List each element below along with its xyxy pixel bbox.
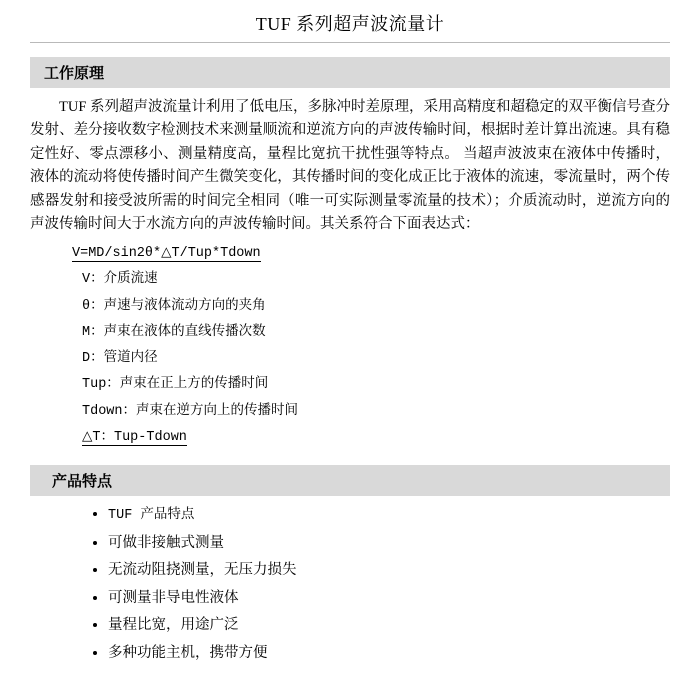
formula-text: △T：Tup-Tdown [82,430,187,446]
formula-line [30,320,670,346]
list-item: • 量程比宽，用途广泛 [108,615,670,636]
formula-text: M：声束在液体的直线传播次数 [82,324,266,340]
page-title: TUF 系列超声波流量计 [255,14,445,34]
list-item: • 可测量非导电性液体 [108,588,670,609]
formula-text: Tdown：声束在逆方向上的传播时间 [82,403,299,419]
list-item: • TUF 产品特点 [108,504,670,525]
section-heading-features: 产品特点 [30,465,670,496]
list-item: • 可做非接触式测量 [108,533,670,554]
formula-line [30,399,670,425]
formula-line [30,267,670,293]
principle-paragraph: TUF 系列超声波流量计利用了低电压，多脉冲时差原理，采用高精度和超稳定的双平衡信号查分发射、差分接收数字检测技术来测量顺流和逆流方向的声波传输时间，根据时差计算出流速。具有稳定性好、零点漂移小、测量精度高，量程比宽抗干扰性强等特点。 当超声波波束在液体中传播时，液体的流动将使传播时间产生微笑变化，其传播时间的变化成正比于液体的流速，零流量时，两个传感器发射和接受波所需的时间完全相同（唯一可实际测量零流量的技术）；介质流动时，逆流方向的声波传输时间大于水流方向的声波传输时间。其关系符合下面表达式： [30,99,671,233]
list-item: • 无流动阻挠测量，无压力损失 [108,560,670,581]
formula-line [30,372,670,398]
feature-list [30,504,670,663]
formula-text: V：介质流速 [82,272,158,288]
formula-line [30,346,670,372]
formula-line [30,294,670,320]
formula-text: V=MD/sin2θ*△T/Tup*Tdown [72,245,261,261]
title-divider [30,42,670,43]
document-page [0,10,700,675]
formula-text: θ：声速与液体流动方向的夹角 [82,298,266,314]
formula-line [30,241,670,267]
section-heading-principle: 工作原理 [30,57,670,88]
formula-text: D：管道内径 [82,351,158,367]
formula-line [30,425,670,451]
formula-list [30,241,670,452]
formula-text: Tup：声束在正上方的传播时间 [82,377,269,393]
list-item: • 多种功能主机，携带方便 [108,643,670,664]
